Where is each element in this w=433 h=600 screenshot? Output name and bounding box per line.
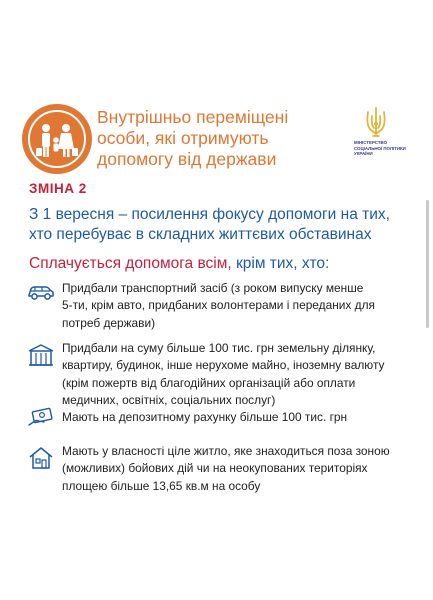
ministry-line: СОЦІАЛЬНОЇ ПОЛІТИКИ (354, 145, 406, 151)
list-item-line: Придбали на суму більше 100 тис. грн земельну ділянку, (62, 341, 376, 355)
scrollbar[interactable] (426, 200, 429, 328)
trident-icon (363, 106, 389, 140)
ministry-logo (336, 104, 416, 157)
list-item-line: Мають у власності ціле житло, яке знаходиться поза зоною (62, 444, 390, 458)
headline-line: З 1 вересня – посилення фокусу допомоги на тих, (29, 206, 390, 223)
list-item-line: потреб держави) (62, 315, 156, 330)
title-line: Внутрішньо переміщені (97, 107, 289, 127)
list-item-line: (можливих) бойових дій чи на неокупованих територіях (62, 461, 368, 476)
list-item-text (62, 280, 417, 332)
title-line: допомогу від держави (97, 149, 277, 169)
car-icon (27, 283, 55, 306)
list-item-line: площею більше 13,65 кв.м на особу (62, 478, 261, 493)
headline (29, 205, 414, 244)
list-item-text (62, 340, 417, 409)
list-item-line: медичних, освітніх, соціальних послуг) (62, 392, 276, 407)
list-item-text (62, 409, 417, 426)
title-line: особи, які отримують (97, 128, 269, 148)
page-title (97, 107, 337, 170)
list-item-line: Мають на депозитному рахунку більше 100 тис. грн (62, 410, 348, 424)
list-item-line: Придбали транспортний засіб (з роком випуску менше (62, 281, 364, 295)
change-label: ЗМІНА 2 (29, 181, 87, 196)
exceptions-heading-red: Сплачується допомога всім, (29, 255, 232, 272)
header (22, 104, 422, 174)
family-icon (22, 104, 92, 174)
home-icon (28, 446, 54, 475)
exceptions-heading (29, 255, 329, 273)
money-icon (27, 407, 55, 432)
list-item-text (62, 443, 417, 495)
exceptions-heading-blue: крім тих, хто: (231, 255, 330, 272)
list-item-line: квартиру, будинок, інше нерухоме майно, іноземну валюту (62, 358, 385, 373)
list-item-line: 5-ти, крім авто, придбаних волонтерами і переданих для (62, 298, 375, 313)
ministry-line: УКРАЇНИ (354, 151, 373, 157)
list-item-line: (крім пожертв від благодійних організацій або оплати (62, 375, 356, 390)
headline-line: хто перебуває в складних життєвих обставинах (29, 225, 372, 243)
ministry-line: МІНІСТЕРСТВО (354, 140, 387, 145)
house-icon (27, 343, 55, 372)
